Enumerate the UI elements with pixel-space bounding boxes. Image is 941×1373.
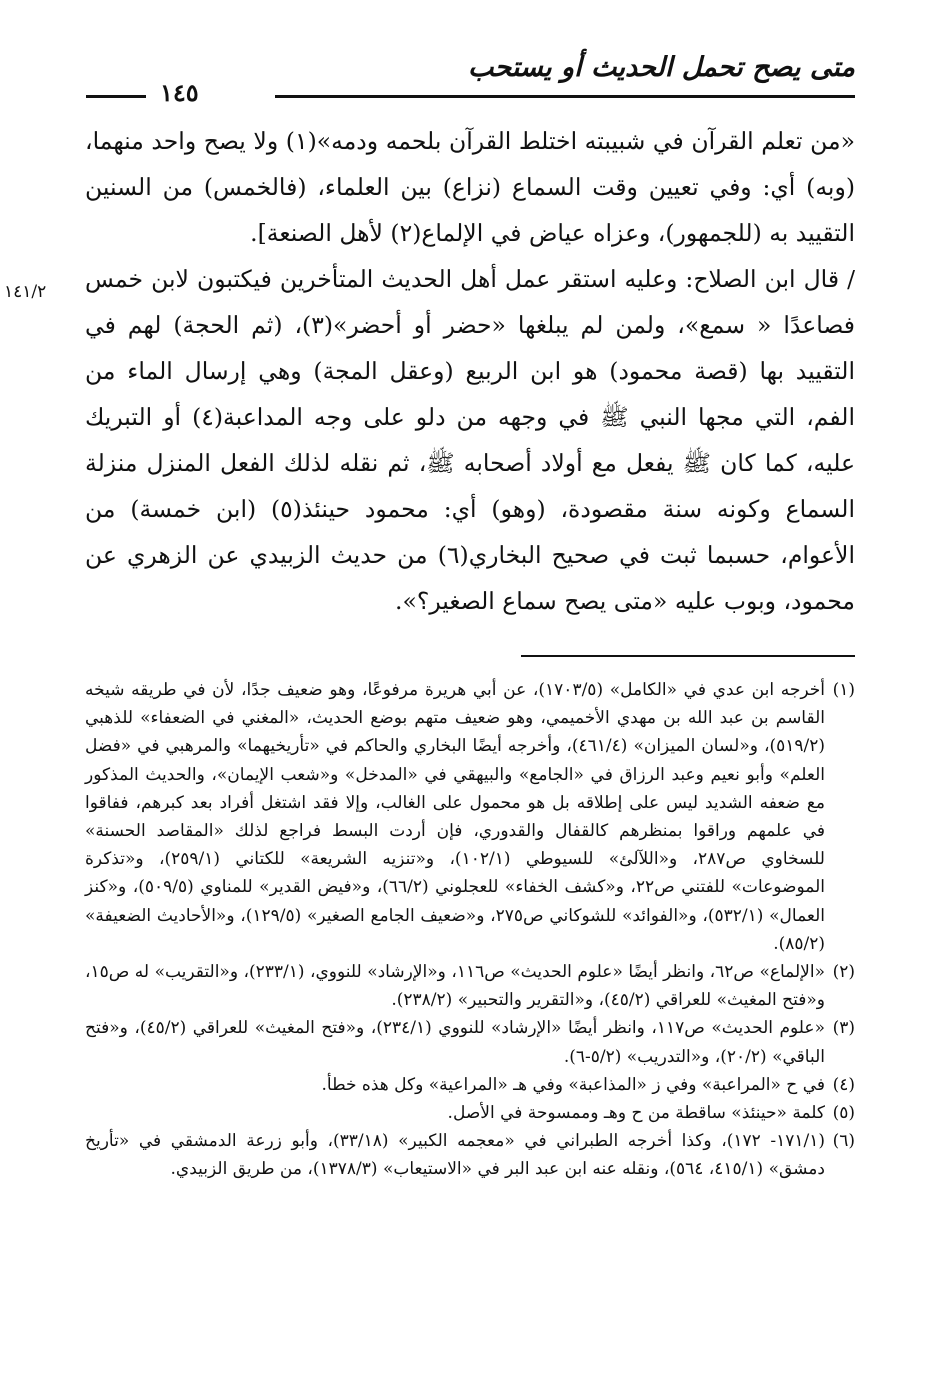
page-number-rule bbox=[86, 95, 146, 98]
footnote-number: (٣) bbox=[832, 1018, 855, 1039]
footnote bbox=[85, 1099, 855, 1127]
footnote-number: (١) bbox=[832, 680, 855, 700]
footnote bbox=[85, 958, 855, 1014]
footnote-text: أخرجه ابن عدي في «الكامل» (١٧٠٣/٥)، عن أبي هريرة مرفوعًا، وهو ضعيف جدًا، لأن في طريقه شيخه القاسم بن عبد الله بن مهدي الأخميمي، وهو ضعيف متهم بوضع الحديث، «المغني في الضعفاء» للذهبي (٥١٩/٢)، و«لسان الميزان» (٤٦١/٤)، وأخرجه أيضًا البخاري والحاكم في «تأريخيهما» والمرهبي في «فضل العلم» وأبو نعيم وعبد الرزاق في «الجامع» والبيهقي في «المدخل» و«شعب الإيمان»، والحديث المذكور مع ضعفه الشديد ليس على إطلاقه بل هو محمول على الغالب، وإلا فقد اشتغل أفراد بعد كبرهم، ففاقوا في علمهم وراقوا بمنظرهم كالقفال والقدوري، فإن أردت البسط فراجع لذلك «المقاصد الحسنة» للسخاوي ص٢٨٧، و«اللآلئ» للسيوطي (١٠٢/١)، و«تنزيه الشريعة» للكتاني (٢٥٩/١)، و«تذكرة الموضوعات» للفتني ص٢٢، و«كشف الخفاء» للعجلوني (٦٦/٢)، و«فيض القدير» للمناوي (٥٠٩/٥)، و«كنز العمال» (٥٣٢/١)، و«الفوائد» للشوكاني ص٢٧٥، و«ضعيف الجامع الصغير» (١٢٩/٥)، و«الأحاديث الضعيفة» (٨٥/٢). bbox=[85, 680, 826, 954]
footnote-number: (٤) bbox=[832, 1074, 855, 1095]
main-text bbox=[85, 118, 855, 624]
footnote-text: «الإلماع» ص٦٢، وانظر أيضًا «علوم الحديث» ص١١٦، و«الإرشاد» للنووي، (٢٣٣/١)، و«التقريب» له ص١٥، و«فتح المغيث» للعراقي (٤٥/٢)، و«التقرير والتحبير» (٢٣٨/٢). bbox=[85, 962, 825, 1011]
margin-reference: ١٤١/٢ bbox=[4, 282, 47, 302]
header-rule bbox=[275, 95, 855, 98]
footnote bbox=[85, 676, 855, 958]
body-paragraph: / قال ابن الصلاح: وعليه استقر عمل أهل الحديث المتأخرين فيكتبون لابن خمس فصاعدًا « سمع»، ولمن لم يبلغها «حضر أو أحضر»(٣)، (ثم الحجة) لهم في التقييد بها (قصة محمود) هو ابن الربيع (وعقل المجة) وهي إرسال الماء من الفم، التي مجها النبي ﷺ في وجهه من دلو على وجه المداعبة(٤) أو التبريك عليه، كما كان ﷺ يفعل مع أولاد أصحابه ﷺ، ثم نقله لذلك الفعل المنزل منزلة السماع وكونه سنة مقصودة، (وهو) أي: محمود حينئذ(٥) (ابن خمسة) من الأعوام، حسبما ثبت في صحيح البخاري(٦) من حديث الزبيدي عن الزهري عن محمود، وبوب عليه «متى يصح سماع الصغير؟». bbox=[85, 265, 855, 615]
footnote-text: في ح «المراعبة» وفي ز «المذاعبة» وفي هـ «المراعية» وكل هذه خطأ. bbox=[321, 1074, 825, 1095]
body-paragraph: «من تعلم القرآن في شبيبته اختلط القرآن بلحمه ودمه»(١) ولا يصح واحد منهما، (وبه) أي: وفي تعيين وقت السماع (نزاع) بين العلماء، (فالخمس) من السنين التقييد به (للجمهور)، وعزاه عياض في الإلماع(٢) لأهل الصنعة]. bbox=[85, 127, 855, 247]
footnote-separator bbox=[521, 655, 855, 657]
footnote bbox=[85, 1127, 855, 1183]
page-number: ١٤٥ bbox=[160, 78, 199, 107]
footnotes bbox=[85, 676, 855, 1184]
footnote-text: (١٧١/١- ١٧٢)، وكذا أخرجه الطبراني في «معجمه الكبير» (٣٣/١٨)، وأبو زرعة الدمشقي في «تأريخ دمشق» (٤١٥/١، ٥٦٤)، ونقله عنه ابن عبد البر في «الاستيعاب» (١٣٧٨/٣)، من طريق الزبيدي. bbox=[85, 1131, 825, 1180]
footnote-number: (٦) bbox=[832, 1131, 855, 1152]
footnote-text: كلمة «حينئذ» ساقطة من ح وهـ وممسوحة في الأصل. bbox=[447, 1103, 825, 1124]
footnote-number: (٥) bbox=[832, 1103, 855, 1124]
footnote-number: (٢) bbox=[832, 962, 855, 983]
footnote bbox=[85, 1014, 855, 1070]
footnote-text: «علوم الحديث» ص١١٧، وانظر أيضًا «الإرشاد» للنووي (٢٣٤/١)، و«فتح المغيث» للعراقي (٤٥/٢)، و«فتح الباقي» (٢٠/٢)، و«التدريب» (٥/٢-٦). bbox=[85, 1018, 825, 1067]
running-title: متى يصح تحمل الحديث أو يستحب bbox=[467, 52, 855, 83]
footnote bbox=[85, 1071, 855, 1099]
